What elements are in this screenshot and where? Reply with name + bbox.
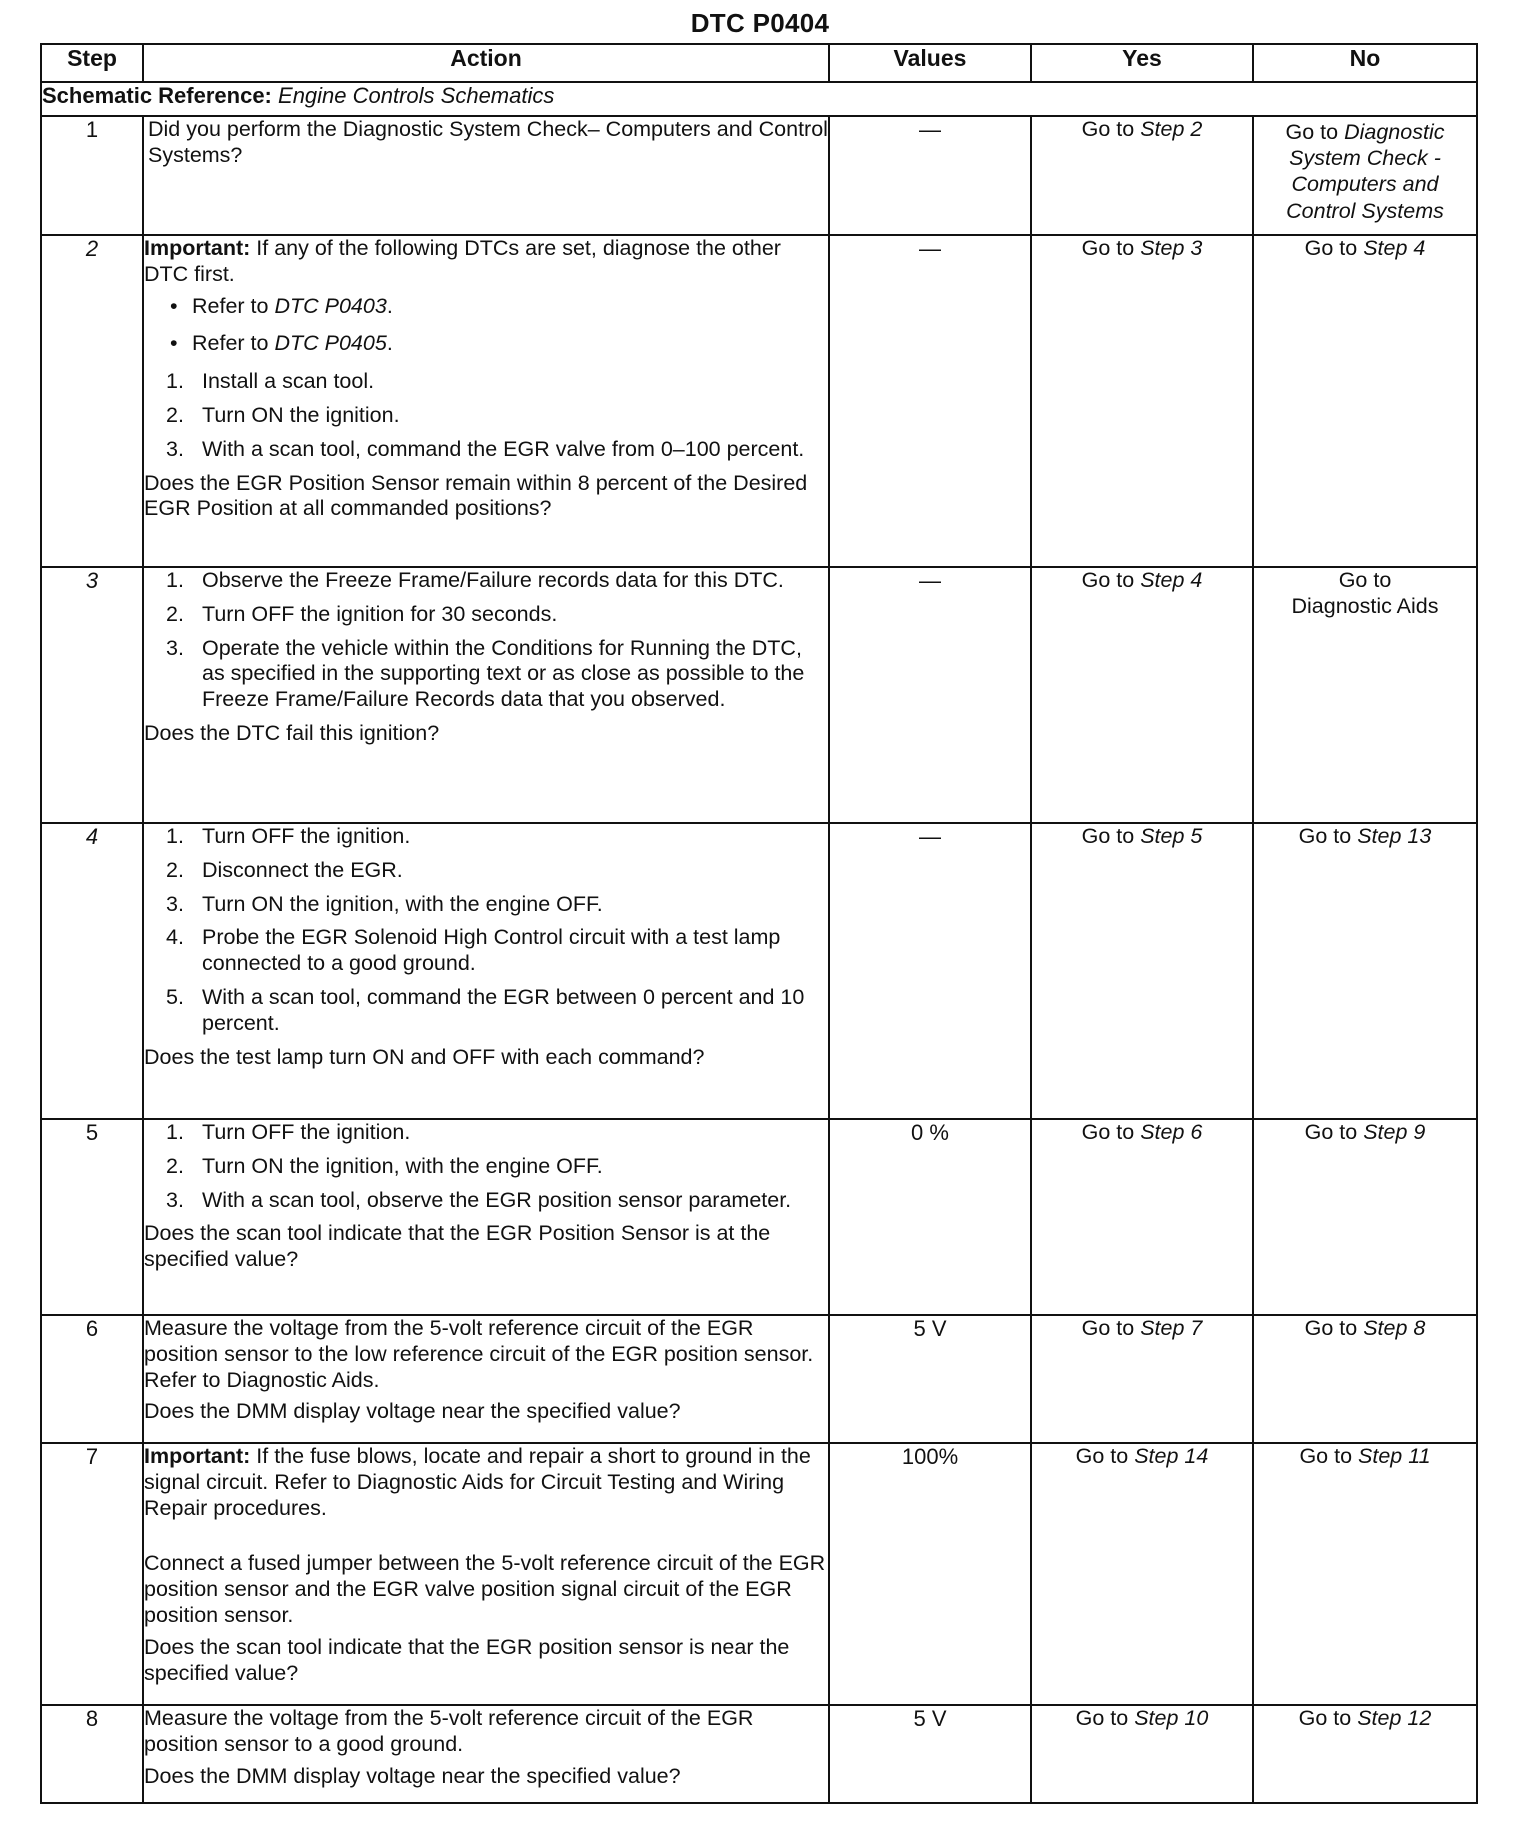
yes-cell [1031,1705,1253,1803]
action-text: Connect a fused jumper between the 5-volt reference circuit of the EGR position sensor and the EGR valve position signal circuit of the EGR position sensor. [144,1551,826,1627]
table-row [41,567,1477,823]
important-label: Important: [144,1444,251,1468]
dtc-p0405-link[interactable]: DTC P0405 [274,331,387,356]
important-note [144,236,828,288]
list-item: 4. Probe the EGR Solenoid High Control circuit with a test lamp connected to a good ground. [166,925,781,976]
numbered-steps [144,568,828,713]
column-header-no: No [1253,44,1477,82]
list-item: 3. With a scan tool, observe the EGR position sensor parameter. [166,1187,792,1212]
table-row [41,1315,1477,1443]
diagnostic-table [40,43,1478,1804]
list-item: 2. Turn OFF the ignition for 30 seconds. [166,601,558,626]
question-text: Does the DMM display voltage near the specified value? [144,1399,681,1424]
question-text: Does the scan tool indicate that the EGR position sensor is near the specified value? [144,1634,790,1685]
action-cell [143,116,829,235]
step-number: 6 [41,1315,143,1443]
list-item: 3. With a scan tool, command the EGR valve from 0–100 percent. [166,436,805,461]
list-item: 2. Turn ON the ignition, with the engine OFF. [166,1153,603,1178]
yes-prefix: Go to [1081,236,1135,260]
bullet-suffix: . [386,293,393,318]
yes-prefix: Go to [1081,568,1135,592]
no-prefix: Go to [1298,824,1352,848]
step-number: 8 [41,1705,143,1803]
yes-prefix: Go to [1075,1444,1129,1468]
no-link[interactable]: Diagnostic System Check - Computers and Control Systems [1286,120,1445,223]
yes-link[interactable]: Step 10 [1134,1706,1209,1730]
step-text: Probe the EGR Solenoid High Control circuit with a test lamp connected to a good ground. [202,925,781,976]
table-row [41,823,1477,1119]
yes-link[interactable]: Step 4 [1140,568,1203,592]
yes-link[interactable]: Step 6 [1140,1120,1203,1144]
bullet-list [144,294,828,358]
numbered-steps [144,824,828,1037]
action-cell [143,1705,829,1803]
step-text: Turn OFF the ignition. [202,1120,411,1144]
step-text: Observe the Freeze Frame/Failure records data for this DTC. [202,568,784,592]
important-note [144,1444,828,1521]
yes-link[interactable]: Step 2 [1140,117,1203,141]
yes-prefix: Go to [1081,117,1135,141]
schematic-reference-label: Schematic Reference: [42,83,272,108]
schematic-reference-link[interactable]: Engine Controls Schematics [278,83,555,108]
question-text: Does the scan tool indicate that the EGR Position Sensor is at the specified value? [144,1221,771,1272]
no-cell [1253,1705,1477,1803]
no-cell [1253,1443,1477,1705]
value-cell: — [829,567,1031,823]
no-prefix: Go to [1304,236,1358,260]
action-cell [143,823,829,1119]
question-text: Does the test lamp turn ON and OFF with each command? [144,1044,705,1069]
value-cell: — [829,116,1031,235]
value-cell: 0 % [829,1119,1031,1315]
table-row [41,1119,1477,1315]
no-link[interactable]: Step 13 [1357,824,1432,848]
yes-cell [1031,235,1253,567]
column-header-step: Step [41,44,143,82]
action-text: Did you perform the Diagnostic System Check– Computers and Control Systems? [148,117,828,167]
no-cell [1253,1315,1477,1443]
list-item: 2. Disconnect the EGR. [166,857,403,882]
bullet-prefix: Refer to [192,331,269,356]
yes-link[interactable]: Step 3 [1140,236,1203,260]
step-text: With a scan tool, command the EGR between 0 percent and 10 percent. [202,984,805,1035]
document-title: DTC P0404 [690,8,830,38]
step-text: Turn ON the ignition, with the engine OFF. [202,1153,603,1178]
yes-prefix: Go to [1081,824,1135,848]
no-link[interactable]: Step 4 [1363,236,1426,260]
yes-cell [1031,823,1253,1119]
step-number: 5 [41,1119,143,1315]
list-item: 1. Turn OFF the ignition. [166,1120,411,1144]
no-cell [1253,567,1477,823]
table-row [41,1443,1477,1705]
step-text: With a scan tool, observe the EGR position sensor parameter. [202,1187,792,1212]
column-header-yes: Yes [1031,44,1253,82]
no-link[interactable]: Diagnostic Aids [1291,593,1439,618]
schematic-reference-row [41,82,1477,116]
step-number: 3 [41,567,143,823]
step-number: 2 [41,235,143,567]
important-text: If any of the following DTCs are set, diagnose the other DTC first. [144,236,781,286]
list-item: 1. Install a scan tool. [166,369,375,394]
step-text: Turn ON the ignition, with the engine OFF. [202,891,603,916]
list-item: 1. Observe the Freeze Frame/Failure records data for this DTC. [166,568,784,592]
no-link[interactable]: Step 8 [1363,1316,1426,1340]
question-text: Does the EGR Position Sensor remain within 8 percent of the Desired EGR Position at all commanded positions? [144,470,808,521]
action-text: Measure the voltage from the 5-volt reference circuit of the EGR position sensor to a good ground. [144,1706,754,1756]
bullet-suffix: . [386,331,393,356]
schematic-reference [41,82,1477,116]
no-prefix: Go to [1298,1706,1352,1730]
value-cell: 100% [829,1443,1031,1705]
header-row [41,44,1477,82]
no-cell [1253,1119,1477,1315]
table-row [41,1705,1477,1803]
list-item: 3. Operate the vehicle within the Conditions for Running the DTC, as specified in the supporting text or as close as possible to the Freeze Frame/Failure Records data that you observed. [166,635,805,712]
action-cell [143,1119,829,1315]
no-prefix: Go to [1304,1316,1358,1340]
no-cell [1253,116,1477,235]
numbered-steps [144,369,828,462]
no-link[interactable]: Step 11 [1358,1444,1431,1468]
value-cell: 5 V [829,1705,1031,1803]
step-text: With a scan tool, command the EGR valve from 0–100 percent. [202,436,805,461]
step-text: Install a scan tool. [202,369,375,394]
no-prefix: Go to [1285,120,1339,144]
table-row [41,235,1477,567]
yes-cell [1031,1443,1253,1705]
list-item: 2. Turn ON the ignition. [166,402,400,427]
no-cell [1253,235,1477,567]
yes-prefix: Go to [1081,1316,1135,1340]
yes-prefix: Go to [1075,1706,1129,1730]
numbered-steps [144,1120,828,1213]
yes-cell [1031,1315,1253,1443]
question-text: Does the DTC fail this ignition? [144,720,440,745]
step-text: Turn ON the ignition. [202,402,400,427]
action-text: Measure the voltage from the 5-volt reference circuit of the EGR position sensor to the low reference circuit of the EGR position sensor. Refer to Diagnostic Aids. [144,1316,814,1392]
yes-cell [1031,567,1253,823]
question-text: Does the DMM display voltage near the specified value? [144,1763,681,1788]
value-cell: — [829,235,1031,567]
bullet-prefix: Refer to [192,293,269,318]
dtc-p0403-link[interactable]: DTC P0403 [274,293,387,318]
value-cell: 5 V [829,1315,1031,1443]
yes-prefix: Go to [1081,1120,1135,1144]
list-item [144,294,828,320]
yes-link[interactable]: Step 5 [1140,824,1203,848]
important-text: If the fuse blows, locate and repair a short to ground in the signal circuit. Refer to Diagnostic Aids for Circuit Testing and Wiring Repair procedures. [144,1444,811,1520]
yes-link[interactable]: Step 7 [1140,1316,1203,1340]
list-item: 5. With a scan tool, command the EGR between 0 percent and 10 percent. [166,984,805,1035]
list-item: 1. Turn OFF the ignition. [166,824,411,848]
no-link[interactable]: Step 9 [1363,1120,1426,1144]
important-label: Important: [144,236,251,260]
action-cell [143,235,829,567]
table-row [41,116,1477,235]
step-number: 1 [41,116,143,235]
no-prefix: Go to [1299,1444,1353,1468]
column-header-action: Action [143,44,829,82]
yes-cell [1031,1119,1253,1315]
action-cell [143,1443,829,1705]
list-item: 3. Turn ON the ignition, with the engine OFF. [166,891,603,916]
yes-cell [1031,116,1253,235]
step-text: Turn OFF the ignition. [202,824,411,848]
step-text: Turn OFF the ignition for 30 seconds. [202,601,558,626]
action-cell [143,1315,829,1443]
step-number: 4 [41,823,143,1119]
no-prefix: Go to [1338,568,1392,592]
column-header-values: Values [829,44,1031,82]
no-link[interactable]: Step 12 [1357,1706,1432,1730]
step-text: Operate the vehicle within the Conditions for Running the DTC, as specified in the supporting text or as close as possible to the Freeze Frame/Failure Records data that you observed. [202,635,805,712]
action-cell [143,567,829,823]
yes-link[interactable]: Step 14 [1134,1444,1209,1468]
no-cell [1253,823,1477,1119]
step-text: Disconnect the EGR. [202,857,403,882]
value-cell: — [829,823,1031,1119]
no-prefix: Go to [1304,1120,1358,1144]
step-number: 7 [41,1443,143,1705]
list-item [144,331,828,357]
